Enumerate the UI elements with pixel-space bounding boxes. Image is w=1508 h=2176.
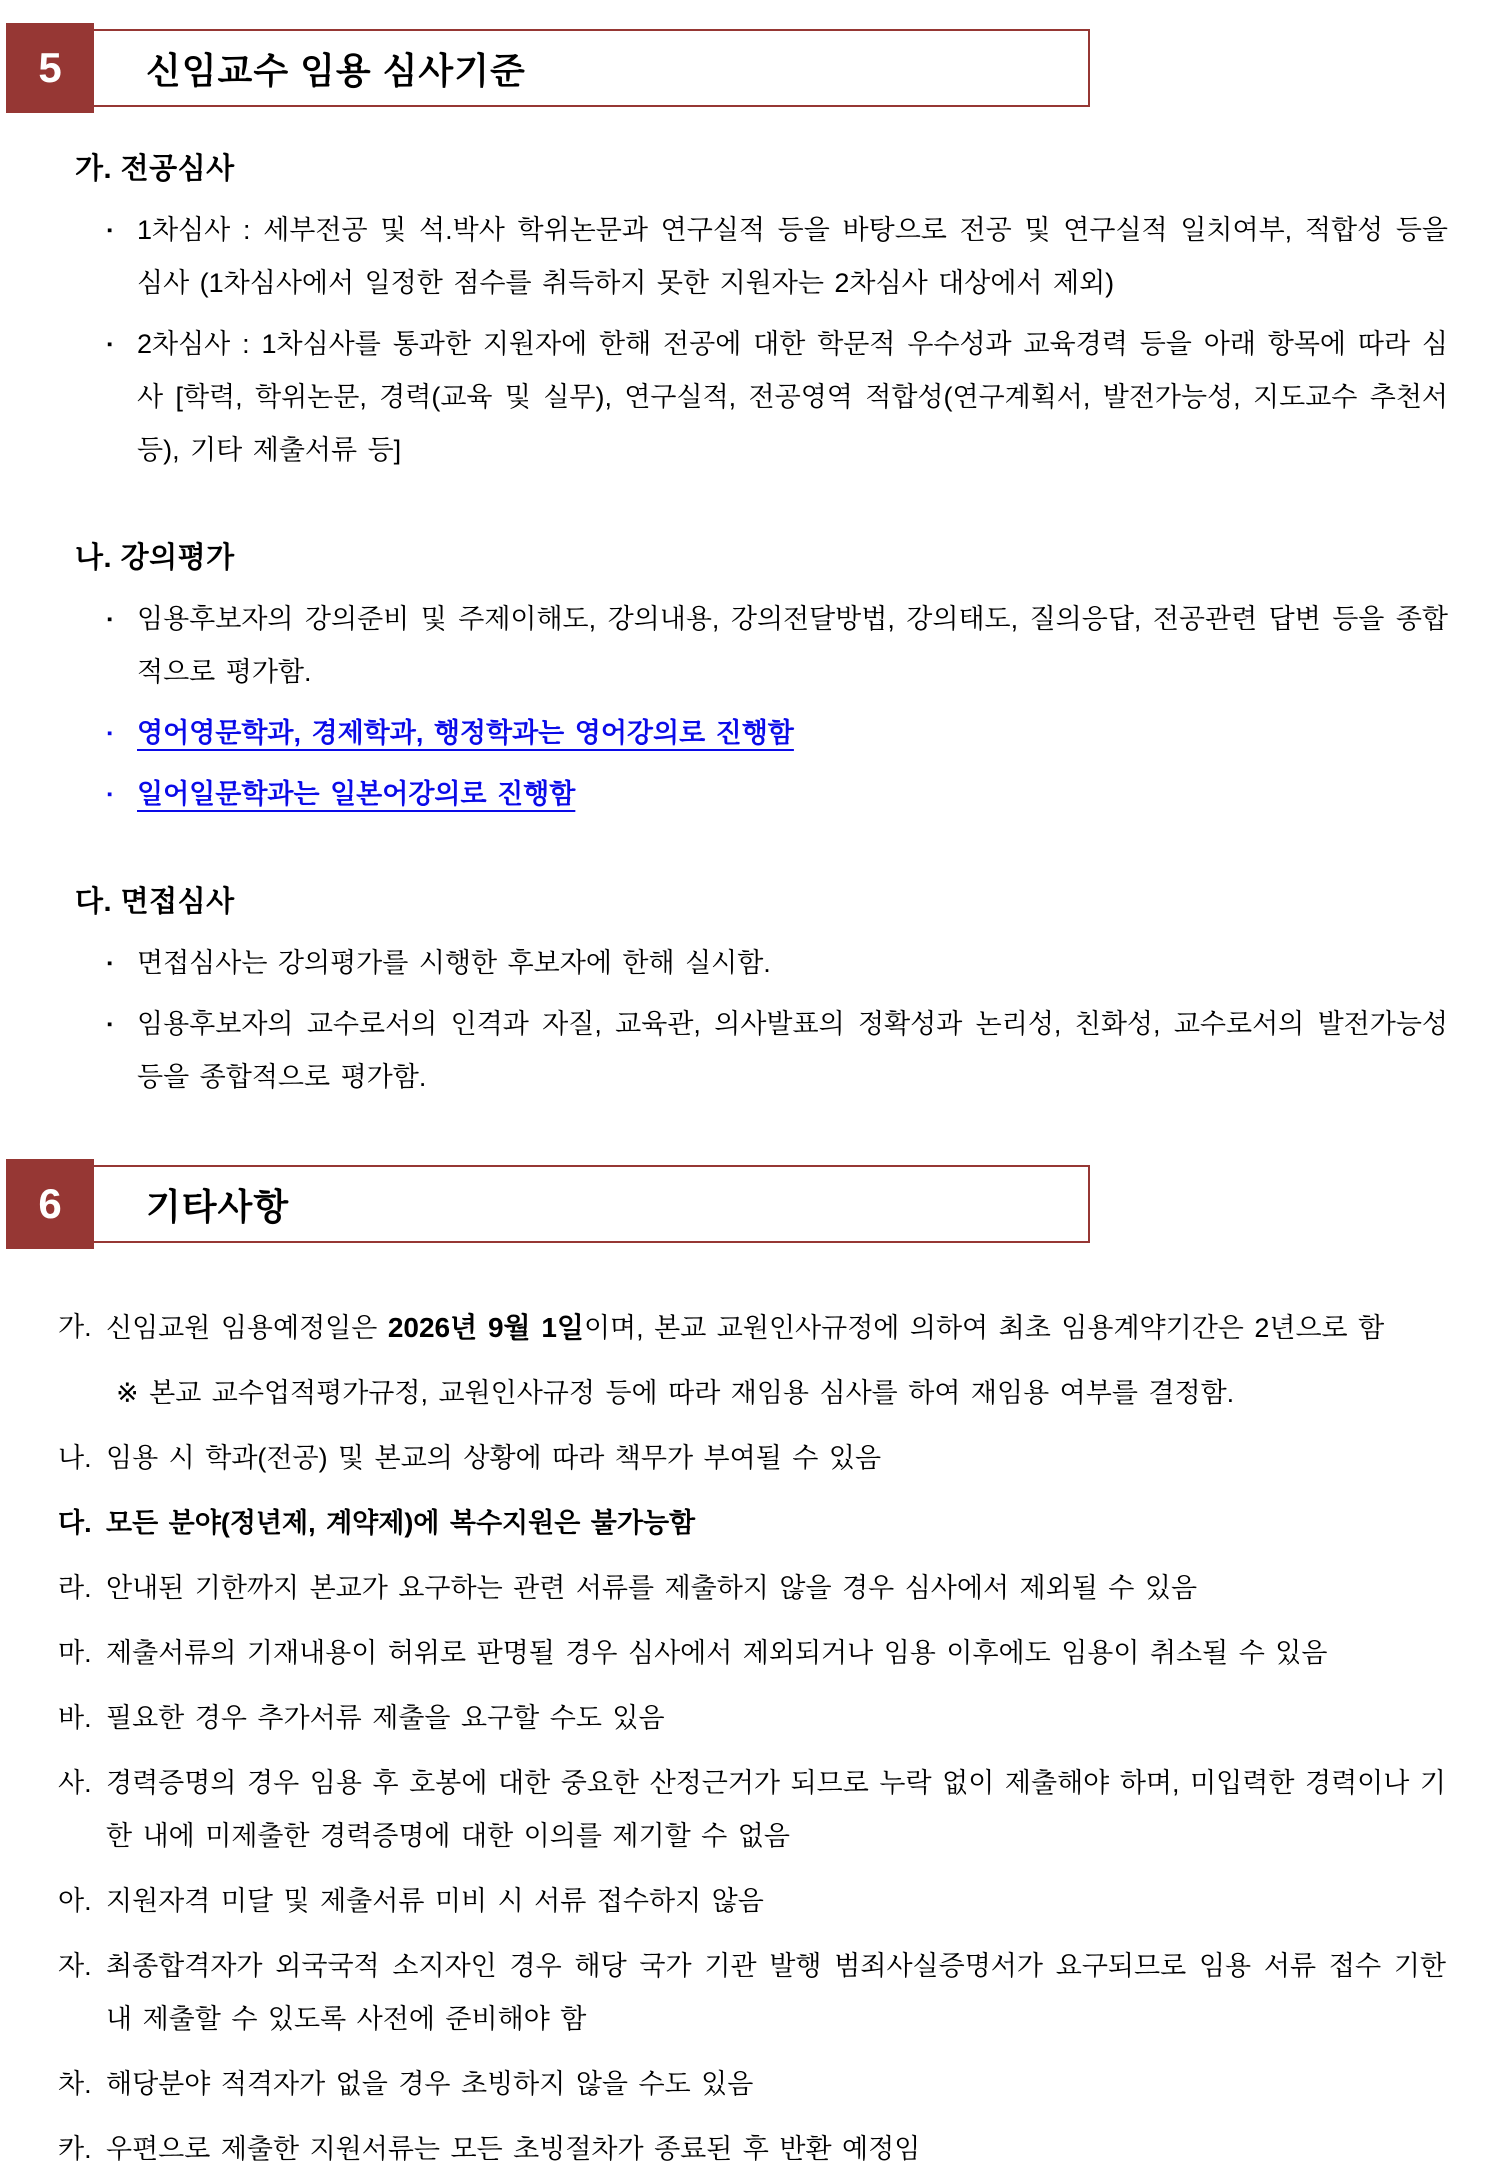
item-text: 해당분야 적격자가 없을 경우 초빙하지 않을 수도 있음 bbox=[106, 2069, 754, 2099]
other-item-ba bbox=[58, 1692, 1446, 1745]
subsection-marker: 가. bbox=[75, 153, 113, 185]
subsection-major-review bbox=[75, 143, 1448, 477]
list-item bbox=[107, 998, 1448, 1104]
item-marker: 다. bbox=[58, 1508, 92, 1538]
item-marker: 바. bbox=[58, 1703, 92, 1733]
other-item-ga-note: ※ 본교 교수업적평가규정, 교원인사규정 등에 따라 재임용 심사를 하여 재임용 여부를 결정함. bbox=[116, 1378, 1235, 1408]
section6-title: 기타사항 bbox=[92, 1165, 1090, 1243]
square-bullet-icon: ▪ bbox=[107, 611, 113, 628]
list-item-highlight-english bbox=[107, 707, 1448, 760]
subsection-marker: 나. bbox=[75, 542, 113, 574]
item-text bbox=[106, 1301, 1446, 1355]
other-item-ra bbox=[58, 1562, 1446, 1615]
subsection-lecture-evaluation bbox=[75, 532, 1448, 821]
item-text-bold-date: 2026년 9월 1일 bbox=[387, 1312, 584, 1343]
bullet-list bbox=[107, 593, 1448, 821]
item-marker: 라. bbox=[58, 1573, 92, 1603]
item-marker: 마. bbox=[58, 1638, 92, 1668]
other-item-cha bbox=[58, 2058, 1446, 2111]
subsection-title: 전공심사 bbox=[120, 153, 235, 185]
section6-content bbox=[58, 1301, 1446, 2176]
other-item-ga bbox=[58, 1301, 1446, 1355]
list-item-text: 임용후보자의 강의준비 및 주제이해도, 강의내용, 강의전달방법, 강의태도, 질의응답, 전공관련 답변 등을 종합적으로 평가함. bbox=[137, 604, 1448, 687]
square-bullet-icon: ▪ bbox=[107, 955, 113, 972]
other-item-da bbox=[58, 1497, 1446, 1550]
subsection-heading bbox=[75, 876, 1448, 929]
item-marker: 아. bbox=[58, 1886, 92, 1916]
square-bullet-icon: ▪ bbox=[107, 336, 113, 353]
square-bullet-icon: ▪ bbox=[107, 222, 113, 239]
square-bullet-icon: ▪ bbox=[107, 786, 113, 803]
list-item-text: 영어영문학과, 경제학과, 행정학과는 영어강의로 진행함 bbox=[137, 718, 794, 748]
item-text: 최종합격자가 외국국적 소지자인 경우 해당 국가 기관 발행 범죄사실증명서가 요구되므로 임용 서류 접수 기한 내 제출할 수 있도록 사전에 준비해야 함 bbox=[106, 1951, 1446, 2034]
list-item bbox=[107, 318, 1448, 477]
section6-header-banner bbox=[6, 1159, 1508, 1249]
other-item-ma bbox=[58, 1627, 1446, 1680]
item-text-post: 이며, 본교 교원인사규정에 의하여 최초 임용계약기간은 2년으로 함 bbox=[583, 1313, 1385, 1343]
section5-content bbox=[75, 143, 1448, 1104]
item-marker: 자. bbox=[58, 1951, 92, 1981]
section5-number-badge: 5 bbox=[6, 23, 94, 113]
item-text: 제출서류의 기재내용이 허위로 판명될 경우 심사에서 제외되거나 임용 이후에도 임용이 취소될 수 있음 bbox=[106, 1638, 1328, 1668]
subsection-marker: 다. bbox=[75, 886, 113, 918]
list-item bbox=[107, 204, 1448, 310]
item-marker: 나. bbox=[58, 1443, 92, 1473]
subsection-interview-review bbox=[75, 876, 1448, 1104]
bullet-list bbox=[107, 937, 1448, 1104]
item-text-pre: 신임교원 임용예정일은 bbox=[106, 1313, 388, 1343]
item-text: 지원자격 미달 및 제출서류 미비 시 서류 접수하지 않음 bbox=[106, 1886, 764, 1916]
subsection-title: 강의평가 bbox=[120, 542, 235, 574]
list-item-text: 2차심사 : 1차심사를 통과한 지원자에 한해 전공에 대한 학문적 우수성과 교육경력 등을 아래 항목에 따라 심사 [학력, 학위논문, 경력(교육 및 실무), 연구실적, 전공영역 적합성(연구계획서, 발전가능성, 지도교수 추천서 등), 기타 제출서류 등] bbox=[137, 329, 1448, 465]
subsection-heading bbox=[75, 143, 1448, 196]
subsection-heading bbox=[75, 532, 1448, 585]
item-text: 안내된 기한까지 본교가 요구하는 관련 서류를 제출하지 않을 경우 심사에서 제외될 수 있음 bbox=[106, 1573, 1198, 1603]
other-item-sa bbox=[58, 1757, 1446, 1863]
list-item-text: 면접심사는 강의평가를 시행한 후보자에 한해 실시함. bbox=[137, 948, 771, 978]
subsection-title: 면접심사 bbox=[120, 886, 235, 918]
item-text: 경력증명의 경우 임용 후 호봉에 대한 중요한 산정근거가 되므로 누락 없이 제출해야 하며, 미입력한 경력이나 기한 내에 미제출한 경력증명에 대한 이의를 제기할 수 없음 bbox=[106, 1768, 1446, 1851]
section5-header-banner bbox=[6, 23, 1508, 113]
item-text: 필요한 경우 추가서류 제출을 요구할 수도 있음 bbox=[106, 1703, 665, 1733]
other-item-ja bbox=[58, 1940, 1446, 2046]
item-text: 우편으로 제출한 지원서류는 모든 초빙절차가 종료된 후 반환 예정임 bbox=[106, 2134, 921, 2164]
list-item-highlight-japanese bbox=[107, 768, 1448, 821]
list-item-text: 일어일문학과는 일본어강의로 진행함 bbox=[137, 779, 576, 809]
item-marker: 차. bbox=[58, 2069, 92, 2099]
item-marker: 가. bbox=[58, 1312, 92, 1342]
bullet-list bbox=[107, 204, 1448, 477]
section5-title: 신임교수 임용 심사기준 bbox=[92, 29, 1090, 107]
item-text: 모든 분야(정년제, 계약제)에 복수지원은 불가능함 bbox=[106, 1508, 696, 1538]
section6-number-badge: 6 bbox=[6, 1159, 94, 1249]
square-bullet-icon: ▪ bbox=[107, 1016, 113, 1033]
list-item-text: 1차심사 : 세부전공 및 석.박사 학위논문과 연구실적 등을 바탕으로 전공 및 연구실적 일치여부, 적합성 등을 심사 (1차심사에서 일정한 점수를 취득하지 못한 지원자는 2차심사 대상에서 제외) bbox=[137, 215, 1448, 298]
square-bullet-icon: ▪ bbox=[107, 725, 113, 742]
item-marker: 카. bbox=[58, 2134, 92, 2164]
list-item-text: 임용후보자의 교수로서의 인격과 자질, 교육관, 의사발표의 정확성과 논리성, 친화성, 교수로서의 발전가능성 등을 종합적으로 평가함. bbox=[137, 1009, 1448, 1092]
other-item-na bbox=[58, 1432, 1446, 1485]
list-item bbox=[107, 593, 1448, 699]
other-item-ah bbox=[58, 1875, 1446, 1928]
item-marker: 사. bbox=[58, 1768, 92, 1798]
list-item bbox=[107, 937, 1448, 990]
item-text: 임용 시 학과(전공) 및 본교의 상황에 따라 책무가 부여될 수 있음 bbox=[106, 1443, 882, 1473]
